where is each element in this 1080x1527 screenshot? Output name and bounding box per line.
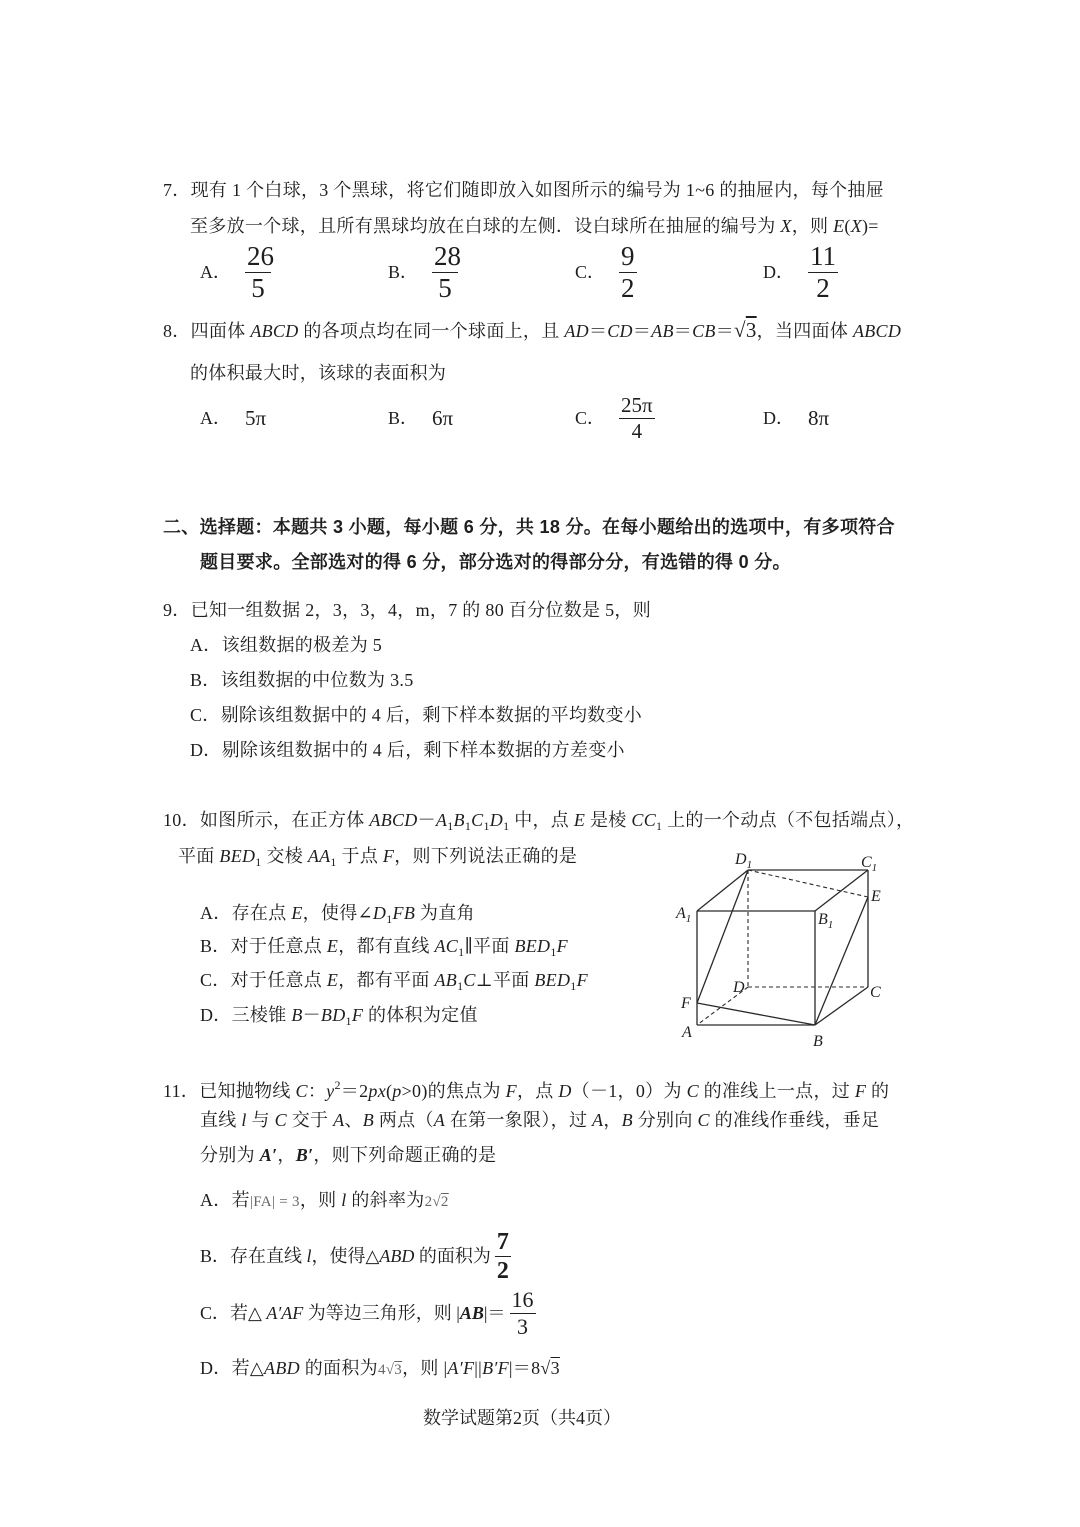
- label-letter: A: [676, 905, 686, 922]
- text-run: l: [306, 1246, 312, 1266]
- text-run: 交棱: [261, 846, 308, 866]
- text-run: FB: [392, 903, 416, 923]
- text-run: 7．现有 1 个白球，3 个黑球，将它们随即放入如图所示的编号为 1~6 的抽屉内，每个抽屉: [163, 180, 885, 200]
- numerator: 11: [810, 240, 836, 271]
- vertex-label-e: E: [871, 888, 881, 905]
- text-run: 1: [457, 979, 464, 993]
- vertex-label-c: C: [870, 984, 881, 1001]
- text-run: －: [417, 810, 436, 830]
- text-run: 的斜率为: [346, 1190, 425, 1210]
- text-run: D．若△: [200, 1358, 265, 1378]
- label-letter: B: [818, 911, 828, 928]
- text-run: 至多放一个球，且所有黑球均放在白球的左侧．设白球所在抽屉的编号为: [190, 216, 781, 236]
- text-run: C: [463, 970, 476, 990]
- option-label: B．: [388, 262, 419, 282]
- section2-heading-line-2: 题目要求。全部选对的得 6 分，部分选对的得部分分，有选错的得 0 分。: [200, 552, 791, 572]
- text-run: 的: [866, 1081, 890, 1101]
- fraction: [432, 240, 462, 303]
- text-run: 的准线上一点，过: [698, 1081, 855, 1101]
- text-run: BD: [320, 1005, 346, 1025]
- q8-stem-line-2: [190, 361, 446, 385]
- text-run: px: [368, 1081, 386, 1101]
- q9-option-b: B．该组数据的中位数为 3.5: [190, 670, 414, 690]
- fraction: [495, 1230, 511, 1283]
- text-run: X: [850, 216, 862, 236]
- text-run: 1: [550, 945, 557, 959]
- text-run: ，使得△: [311, 1246, 380, 1266]
- text-run: B．对于任意点: [200, 936, 327, 956]
- text-run: |FA| = 3: [249, 1194, 300, 1210]
- text-run: √: [734, 318, 746, 342]
- text-run: ，都有平面: [338, 970, 435, 990]
- text-run: AA: [307, 846, 331, 866]
- q10-stem-line-1: [163, 808, 914, 832]
- q9-stem: 9．已知一组数据 2，3，3，4，m，7 的 80 百分位数是 5，则: [163, 600, 651, 620]
- text-run: 1: [464, 819, 472, 833]
- option-text: [200, 1301, 506, 1325]
- text-run: ABD: [264, 1358, 300, 1378]
- vertex-label-a: A: [682, 1024, 692, 1041]
- text-run: ＝2: [340, 1081, 369, 1101]
- text-run: 两点（: [374, 1110, 434, 1130]
- text-run: ∥平面: [464, 936, 515, 956]
- text-run: 分别向: [632, 1110, 698, 1130]
- text-run: ，: [603, 1110, 622, 1130]
- label-letter: D: [735, 851, 747, 868]
- text-run: （－1，0）为: [571, 1081, 687, 1101]
- q11-option-d: [200, 1356, 560, 1380]
- text-run: AC: [434, 936, 459, 956]
- text-run: 与: [246, 1110, 275, 1130]
- q8-option-d: [763, 394, 829, 442]
- q7-stem-line-1: [163, 178, 884, 202]
- text-run: |＝8: [508, 1358, 541, 1378]
- fraction: [619, 392, 655, 443]
- text-run: B′F: [482, 1358, 509, 1378]
- text-run: 上的一个动点（不包括端点），: [662, 810, 915, 830]
- text-run: B．存在直线: [200, 1246, 307, 1266]
- q7-option-b: [388, 240, 462, 303]
- option-label: D．: [763, 408, 794, 428]
- text-run: 、: [344, 1110, 363, 1130]
- text-run: F: [382, 846, 395, 866]
- text-run: 是棱: [585, 810, 632, 830]
- text-run: 1: [503, 819, 510, 833]
- fraction: [510, 1286, 536, 1339]
- cube-figure: [660, 845, 900, 1055]
- vertex-label-d1: [734, 851, 752, 871]
- text-run: √: [385, 1362, 395, 1378]
- text-run: ⊥平面: [475, 970, 535, 990]
- text-run: y: [326, 1081, 335, 1101]
- text-run: 2: [334, 1078, 341, 1092]
- text-run: 2: [440, 1194, 449, 1210]
- numerator: 26: [247, 240, 274, 271]
- text-run: 分别为: [200, 1145, 260, 1165]
- text-run: 2: [424, 1194, 433, 1210]
- text-run: ，都有直线: [338, 936, 435, 956]
- numerator: 9: [621, 240, 635, 271]
- fraction: [808, 240, 838, 303]
- vertex-label-b1: [818, 911, 833, 931]
- q7-option-a: [200, 240, 274, 303]
- text-run: 1: [656, 819, 663, 833]
- text-run: 3: [394, 1362, 403, 1378]
- label-subscript: 1: [871, 862, 878, 874]
- text-run: ＝: [632, 321, 652, 341]
- text-run: AB: [651, 321, 674, 341]
- denominator: 2: [496, 1257, 509, 1284]
- option-label: A．: [200, 408, 231, 428]
- option-value: 5π: [245, 405, 267, 430]
- text-run: E: [291, 903, 303, 923]
- text-run: ，则: [299, 1190, 342, 1210]
- option-label: C．: [575, 262, 606, 282]
- q10-option-c: [200, 968, 588, 992]
- text-run: E: [573, 810, 586, 830]
- text-run: D．三棱锥: [200, 1005, 292, 1025]
- option-label: B．: [388, 408, 419, 428]
- text-run: C: [274, 1110, 287, 1130]
- text-run: ，则下列说法正确的是: [394, 846, 578, 866]
- text-run: C: [295, 1081, 308, 1101]
- numerator: 16: [511, 1286, 534, 1312]
- q7-option-d: [763, 240, 838, 303]
- q10-option-b: [200, 934, 568, 958]
- text-run: B: [621, 1110, 633, 1130]
- text-run: (: [844, 216, 851, 236]
- text-run: 的体积最大时，该球的表面积为: [190, 363, 447, 383]
- text-run: √: [432, 1194, 441, 1210]
- text-run: )=: [862, 216, 879, 236]
- section2-heading-line-1: 二、选择题：本题共 3 小题，每小题 6 分，共 18 分。在每小题给出的选项中，有多项符合: [163, 517, 895, 537]
- text-run: CB: [692, 321, 716, 341]
- fraction: [619, 240, 637, 303]
- vertex-label-d: D: [733, 979, 745, 996]
- text-run: 中，点: [509, 810, 574, 830]
- text-run: l: [341, 1190, 347, 1210]
- numerator: 25π: [621, 392, 653, 417]
- numerator: 28: [434, 240, 462, 271]
- text-run: AB: [434, 970, 458, 990]
- option-value: 8π: [808, 405, 830, 430]
- option-value: 6π: [432, 405, 454, 430]
- text-run: 1: [255, 855, 262, 869]
- text-run: 1: [458, 945, 465, 959]
- text-run: ＝: [715, 321, 734, 341]
- text-run: C: [471, 810, 484, 830]
- text-run: 的体积为定值: [363, 1005, 478, 1025]
- option-text: [200, 1244, 491, 1268]
- text-run: 的各项点均在同一个球面上，且: [298, 321, 565, 341]
- q11-stem-line-1: [163, 1073, 890, 1101]
- text-run: >0)的焦点为: [401, 1081, 506, 1101]
- text-run: ABCD: [250, 321, 299, 341]
- q7-option-c: [575, 240, 637, 303]
- option-label: A．: [200, 262, 231, 282]
- text-run: ：: [307, 1081, 327, 1101]
- label-letter: C: [861, 854, 872, 871]
- text-run: 的准线作垂线，垂足: [709, 1110, 880, 1130]
- text-run: (: [385, 1081, 393, 1101]
- text-run: E: [326, 936, 339, 956]
- q7-stem-line-2: [190, 214, 879, 238]
- edge-c1-b1: [815, 870, 868, 911]
- text-run: 1: [570, 979, 577, 993]
- text-run: C．若△: [200, 1303, 267, 1323]
- vertex-label-f: F: [681, 995, 691, 1012]
- text-run: C: [686, 1081, 699, 1101]
- q11-stem-line-2: [200, 1108, 879, 1132]
- text-run: ＝: [588, 321, 608, 341]
- text-run: AD: [564, 321, 589, 341]
- text-run: |: [443, 1358, 448, 1378]
- text-run: 直线: [200, 1110, 242, 1130]
- denominator: 3: [517, 1313, 529, 1339]
- q9-option-a: A．该组数据的极差为 5: [190, 635, 383, 655]
- q8-option-a: [200, 394, 266, 442]
- text-run: √: [540, 1358, 551, 1378]
- text-run: B: [362, 1110, 375, 1130]
- text-run: 在第一象限），过: [445, 1110, 593, 1130]
- text-run: C．对于任意点: [200, 970, 327, 990]
- text-run: E: [326, 970, 339, 990]
- text-run: A．存在点: [200, 903, 292, 923]
- text-run: F: [854, 1081, 867, 1101]
- text-run: 的面积为: [299, 1358, 378, 1378]
- text-run: 1: [386, 912, 393, 926]
- text-run: A′: [259, 1145, 278, 1165]
- denominator: 2: [816, 272, 830, 303]
- text-run: A: [333, 1110, 345, 1130]
- text-run: A．若: [200, 1190, 250, 1210]
- text-run: 为直角: [415, 903, 475, 923]
- text-run: E: [833, 216, 845, 236]
- denominator: 4: [631, 418, 643, 443]
- vertex-label-c1: [861, 854, 877, 874]
- q8-option-b: [388, 394, 453, 442]
- numerator: 7: [496, 1228, 509, 1255]
- q10-stem-line-2: [178, 844, 577, 868]
- text-run: 10．如图所示，在正方体: [163, 810, 370, 830]
- text-run: F: [351, 1005, 364, 1025]
- text-run: F: [576, 970, 588, 990]
- text-run: l: [241, 1110, 247, 1130]
- fraction: [245, 240, 274, 303]
- text-run: |: [456, 1303, 460, 1323]
- text-run: 4: [377, 1362, 386, 1378]
- text-run: A′F: [447, 1358, 475, 1378]
- text-run: CC: [631, 810, 657, 830]
- text-run: A: [433, 1110, 446, 1130]
- text-run: X: [780, 216, 792, 236]
- denominator: 5: [251, 272, 265, 303]
- text-run: ，点: [516, 1081, 559, 1101]
- text-run: D: [489, 810, 504, 830]
- text-run: ，当四面体: [756, 321, 853, 341]
- text-run: 8．四面体: [163, 321, 251, 341]
- text-run: ，则: [791, 216, 834, 236]
- q11-option-c: [200, 1287, 536, 1339]
- text-run: F: [556, 936, 568, 956]
- text-run: B: [291, 1005, 303, 1025]
- text-run: D: [558, 1081, 572, 1101]
- vertex-label-a1: [675, 905, 691, 925]
- text-run: ||: [474, 1358, 483, 1378]
- text-run: 的面积为: [414, 1246, 491, 1266]
- q9-option-c: C．剔除该组数据中的 4 后，剩下样本数据的平均数变小: [190, 705, 643, 725]
- page-footer: 数学试题第2页（共4页）: [423, 1408, 621, 1428]
- text-run: BED: [534, 970, 571, 990]
- text-run: B: [453, 810, 465, 830]
- text-run: ，则: [402, 1358, 444, 1378]
- label-subscript: 1: [827, 919, 834, 931]
- text-run: 1: [330, 855, 337, 869]
- text-run: p: [392, 1081, 402, 1101]
- text-run: 3: [745, 318, 757, 342]
- text-run: －: [302, 1005, 321, 1025]
- label-subscript: 1: [685, 913, 692, 925]
- text-run: F: [505, 1081, 517, 1101]
- q11-option-b: [200, 1230, 511, 1282]
- denominator: 2: [621, 272, 635, 303]
- q10-option-d: [200, 1003, 478, 1027]
- option-label: D．: [763, 262, 794, 282]
- text-run: ABCD: [369, 810, 418, 830]
- q11-stem-line-3: [200, 1143, 496, 1167]
- text-run: 1: [345, 1014, 352, 1028]
- text-run: 为等边三角形，则: [303, 1303, 457, 1323]
- text-run: ABD: [379, 1246, 415, 1266]
- text-run: CD: [607, 321, 633, 341]
- text-run: A′AF: [266, 1303, 304, 1323]
- text-run: ，: [277, 1145, 296, 1165]
- section-line-f-b: [697, 1003, 815, 1025]
- text-run: 3: [550, 1358, 560, 1378]
- q10-option-a: [200, 901, 475, 925]
- text-run: ＝: [673, 321, 693, 341]
- text-run: 于点: [336, 846, 383, 866]
- text-run: 11．已知抛物线: [163, 1081, 296, 1101]
- text-run: A: [435, 810, 448, 830]
- text-run: A: [592, 1110, 604, 1130]
- vertex-label-b: B: [813, 1033, 823, 1050]
- q8-stem-line-1: [163, 318, 901, 342]
- label-subscript: 1: [746, 859, 753, 871]
- q11-option-a: [200, 1188, 449, 1212]
- text-run: 交于: [286, 1110, 334, 1130]
- option-label: C．: [575, 408, 606, 428]
- text-run: ABCD: [852, 321, 902, 341]
- denominator: 5: [438, 272, 452, 303]
- text-run: 平面: [178, 846, 220, 866]
- text-run: 1: [483, 819, 490, 833]
- text-run: BED: [514, 936, 551, 956]
- text-run: ，使得∠: [302, 903, 373, 923]
- text-run: 1: [447, 819, 454, 833]
- text-run: B′: [295, 1145, 314, 1165]
- text-run: ，则下列命题正确的是: [313, 1145, 497, 1165]
- text-run: D: [372, 903, 387, 923]
- text-run: |＝: [483, 1303, 506, 1323]
- q8-option-c: [575, 394, 655, 442]
- q9-option-d: D．剔除该组数据中的 4 后，剩下样本数据的方差变小: [190, 740, 625, 760]
- text-run: AB: [459, 1303, 484, 1323]
- text-run: C: [697, 1110, 710, 1130]
- text-run: BED: [219, 846, 256, 866]
